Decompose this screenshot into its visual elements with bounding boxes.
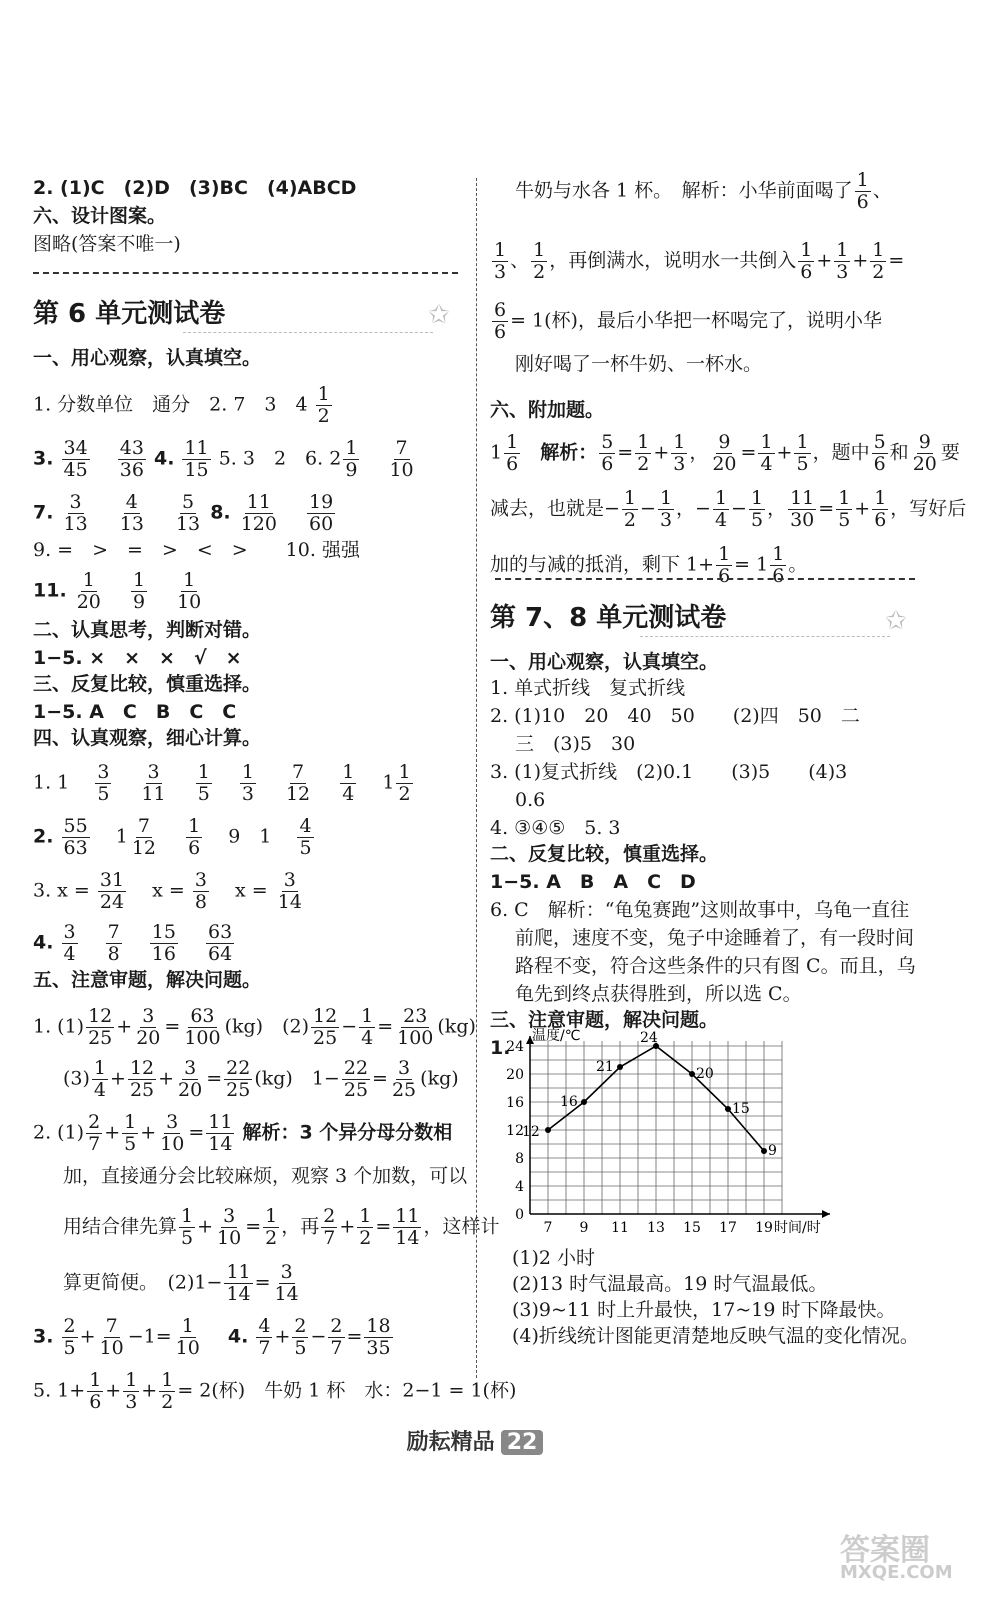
fraction: $\frac{1}{6}$ — [89, 1369, 102, 1413]
data-point — [617, 1064, 623, 1070]
answer-text: = 1(杯)，最后小华把一杯喝完了，说明小华 — [510, 309, 882, 332]
fraction: $\frac{1}{6}$ — [800, 239, 813, 283]
answer-line — [490, 300, 882, 343]
fraction: $\frac{1}{2}$ — [359, 1205, 372, 1249]
answer-text: (kg) — [420, 1067, 459, 1090]
fraction: $\frac{4}{13}$ — [119, 491, 144, 535]
data-label: 20 — [696, 1066, 714, 1082]
fraction: $\frac{1}{6}$ — [188, 815, 201, 859]
fraction: $\frac{1}{5}$ — [838, 487, 851, 531]
y-axis-label: 温度/℃ — [532, 1028, 581, 1044]
fraction: $\frac{12}{25}$ — [129, 1057, 155, 1101]
answer-line: 5. 1+ $\frac{1}{6}$ + $\frac{1}{3}$ + $\frac{1}{2}$ = 2(杯) 牛奶 1 杯 水：2−1 = 1(杯) — [33, 1369, 517, 1413]
fraction: $\frac{1}{2}$ — [265, 1205, 278, 1249]
fraction: $\frac{1}{5}$ — [181, 1205, 194, 1249]
fraction: $\frac{55}{63}$ — [63, 815, 88, 859]
fraction: $\frac{11}{14}$ — [226, 1261, 251, 1305]
fraction: $\frac{7}{8}$ — [107, 921, 120, 965]
fraction: $\frac{22}{25}$ — [343, 1057, 369, 1101]
answer-line — [33, 438, 418, 481]
answer-text: (3) — [63, 1067, 90, 1090]
answer-text: 6. C 解析：“龟兔赛跑”这则故事中，乌龟一直往 — [490, 899, 910, 921]
fraction: $\frac{6}{6}$ — [494, 299, 507, 343]
x-tick-label: 7 — [543, 1220, 553, 1236]
fraction: $\frac{1}{3}$ — [673, 431, 686, 475]
section-heading: 二、反复比较，慎重选择。 — [490, 843, 719, 865]
watermark: 答案圈 — [840, 1533, 930, 1568]
answer-text: 1. (1) — [33, 1015, 85, 1038]
fraction: $\frac{7}{10}$ — [389, 437, 414, 481]
answer-text: 刚好喝了一杯牛奶、一杯水。 — [515, 353, 763, 375]
answer-text: 用结合律先算 — [63, 1215, 178, 1238]
answer-line: 1. 1 $\frac{3}{5}$ $\frac{3}{11}$ $\frac{1}{5}$ $\frac{1}{3}$ $\frac{7}{12}$ $\frac{1}{4}$ 1 $\frac{1}{2}$ — [33, 761, 411, 805]
answer-text: 2. (1)10 20 40 50 (2)四 50 二 — [490, 705, 860, 727]
section-heading: 五、注意审题，解决问题。 — [33, 969, 262, 991]
fraction: $\frac{1}{4}$ — [361, 1005, 374, 1049]
answer-text: 1−5. A C B C C — [33, 701, 237, 723]
fraction: $\frac{7}{10}$ — [99, 1315, 124, 1359]
fraction: $\frac{1}{6}$ — [874, 487, 887, 531]
q-num: 7. — [33, 501, 54, 524]
answer-text: ，题中 — [812, 441, 870, 464]
fraction: $\frac{1}{2}$ — [317, 383, 330, 427]
fraction: $\frac{1}{10}$ — [175, 1315, 200, 1359]
fraction: $\frac{3}{13}$ — [63, 491, 88, 535]
fraction: $\frac{5}{6}$ — [601, 431, 614, 475]
answer-line: 用结合律先算 $\frac{1}{5}$ + $\frac{3}{10}$ = $\frac{1}{2}$ ，再 $\frac{2}{7}$ + $\frac{1}{2}$ = $\frac{11}{14}$ ，这样计 — [63, 1205, 500, 1249]
fraction: $\frac{31}{24}$ — [99, 869, 125, 913]
fraction: $\frac{15}{16}$ — [151, 921, 176, 965]
section-heading: 六、附加题。 — [490, 399, 605, 421]
answer-line: 算更简便。 (2)1− $\frac{11}{14}$ = $\frac{3}{14}$ — [63, 1261, 299, 1305]
answer-text: 9. = > = > < > 10. 强强 — [33, 539, 360, 561]
section-heading: 一、用心观察，认真填空。 — [490, 651, 719, 673]
data-label: 21 — [596, 1059, 614, 1075]
fraction: $\frac{2}{5}$ — [294, 1315, 307, 1359]
column-divider — [476, 178, 477, 1378]
fraction: $\frac{4}{7}$ — [258, 1315, 271, 1359]
q-num: 3. — [33, 1325, 54, 1348]
fraction: $\frac{1}{4}$ — [342, 761, 355, 805]
fraction: $\frac{1}{3}$ — [125, 1369, 138, 1413]
data-label: 12 — [522, 1124, 540, 1140]
fraction: $\frac{3}{4}$ — [63, 921, 76, 965]
y-tick-label: 12 — [506, 1123, 524, 1139]
data-label: 9 — [768, 1143, 777, 1159]
fraction: $\frac{12}{25}$ — [313, 1005, 338, 1049]
y-tick-label: 4 — [515, 1179, 524, 1195]
answer-line: 牛奶与水各 1 杯。 解析：小华前面喝了 $\frac{1}{6}$ 、 — [515, 169, 892, 213]
answer-text: 3. x = — [33, 879, 90, 902]
fraction: $\frac{11}{14}$ — [208, 1111, 233, 1155]
answer-text: ，再 — [281, 1215, 320, 1238]
answer-text: 1. 分数单位 通分 2. 7 3 4 — [33, 393, 308, 416]
q-num: 3. — [33, 447, 54, 470]
answer-text: = 2(杯) 牛奶 1 杯 水：2−1 = 1(杯) — [177, 1379, 517, 1402]
q-num: 2. — [33, 825, 54, 848]
fraction: $\frac{34}{45}$ — [63, 437, 88, 481]
data-point — [689, 1071, 695, 1077]
answer-text: 解析：3 个异分母分数相 — [242, 1121, 453, 1144]
answer-text: 和 — [889, 441, 909, 464]
fraction: $\frac{22}{25}$ — [226, 1057, 251, 1101]
section-heading: 六、设计图案。 — [33, 205, 167, 227]
answer-text: 龟先到终点获得胜到，所以选 C。 — [515, 983, 802, 1005]
answer-line — [33, 870, 306, 913]
answer-text: 9 1 — [228, 825, 272, 848]
fraction: $\frac{1}{6}$ — [772, 543, 785, 587]
x-tick-label: 13 — [647, 1220, 665, 1236]
answer-text: (3)9~11 时上升最快，17~19 时下降最快。 — [512, 1299, 896, 1321]
temperature-line-chart — [490, 1028, 850, 1238]
answer-text: 3. (1)复式折线 (2)0.1 (3)5 (4)3 — [490, 761, 848, 783]
answer-text: x = — [152, 879, 185, 902]
answer-text: 要 — [940, 441, 960, 464]
fraction: $\frac{2}{7}$ — [330, 1315, 343, 1359]
x-axis-arrow — [822, 1210, 830, 1218]
answer-text: 5. 1+ — [33, 1379, 86, 1402]
answer-text: ，再倒满水，说明水一共倒入 — [549, 249, 797, 272]
fraction: $\frac{1}{4}$ — [93, 1057, 107, 1101]
answer-text: (kg) 1− — [254, 1067, 340, 1090]
data-point — [545, 1127, 551, 1133]
y-tick-label: 24 — [506, 1039, 524, 1055]
fraction: $\frac{4}{5}$ — [299, 815, 312, 859]
fraction: $\frac{2}{7}$ — [88, 1111, 101, 1155]
data-point — [761, 1148, 767, 1154]
answer-text: (kg) (2) — [224, 1015, 309, 1038]
y-tick-label: 8 — [515, 1151, 524, 1167]
fraction: $\frac{3}{20}$ — [178, 1057, 203, 1101]
answer-text: 路程不变，符合这些条件的只有图 C。而且，乌 — [515, 955, 916, 977]
fraction: $\frac{1}{3}$ — [494, 239, 507, 283]
section-heading: 四、认真观察，细心计算。 — [33, 727, 262, 749]
section-heading: 三、反复比较，慎重选择。 — [33, 673, 262, 695]
data-point — [725, 1106, 731, 1112]
page-number: 22 — [501, 1430, 544, 1455]
answer-text: 2. (1)C (2)D (3)BC (4)ABCD — [33, 177, 357, 199]
answer-line — [33, 570, 205, 613]
answer-line: 加的与减的抵消，剩下 1+ $\frac{1}{6}$ = 1 $\frac{1}{6}$ 。 — [490, 543, 808, 587]
fraction: $\frac{1}{5}$ — [750, 487, 764, 531]
fraction: $\frac{9}{20}$ — [712, 431, 737, 475]
data-label: 16 — [560, 1094, 578, 1110]
fraction: $\frac{2}{5}$ — [63, 1315, 76, 1359]
answer-text: 加，直接通分会比较麻烦，观察 3 个加数，可以 — [63, 1165, 468, 1187]
fraction: $\frac{11}{30}$ — [790, 487, 815, 531]
fraction: $\frac{11}{15}$ — [184, 437, 209, 481]
brand-label: 励耘精品 — [406, 1430, 495, 1455]
data-label: 15 — [732, 1101, 750, 1117]
section-heading: 三、注意审题，解决问题。 — [490, 1009, 719, 1031]
fraction: $\frac{3}{5}$ — [97, 761, 110, 805]
fraction: $\frac{1}{4}$ — [714, 487, 728, 531]
answer-text: 1. 1 — [33, 771, 70, 794]
fraction: $\frac{7}{12}$ — [131, 815, 157, 859]
answer-line: 2. $\frac{55}{63}$ 1 $\frac{7}{12}$ $\frac{1}{6}$ 9 1 $\frac{4}{5}$ — [33, 815, 312, 859]
answer-line — [33, 922, 236, 965]
answer-line — [33, 176, 356, 200]
answer-line: 1. (1) $\frac{12}{25}$ + $\frac{3}{20}$ = $\frac{63}{100}$ (kg) (2) $\frac{12}{25}$ − $\frac{1}{4}$ = $\frac{23}{100}$ (kg) — [33, 1005, 476, 1049]
fraction: $\frac{23}{100}$ — [397, 1005, 434, 1049]
answer-text: 前爬，速度不变，兔子中途睡着了，有一段时间 — [515, 927, 915, 949]
answer-text: 解析： — [540, 441, 598, 464]
fraction: $\frac{11}{14}$ — [395, 1205, 420, 1249]
fraction: $\frac{1}{5}$ — [197, 761, 210, 805]
answer-line — [33, 384, 334, 427]
fraction: $\frac{43}{36}$ — [119, 437, 144, 481]
fraction: $\frac{12}{25}$ — [88, 1005, 113, 1049]
answer-text: (1)2 小时 — [512, 1247, 596, 1269]
fraction: $\frac{1}{10}$ — [177, 569, 202, 613]
answer-text: 5. 3 2 6. 2 — [218, 447, 342, 470]
fraction: $\frac{19}{60}$ — [309, 491, 334, 535]
answer-text: 2. (1) — [33, 1121, 85, 1144]
fraction: $\frac{3}{10}$ — [160, 1111, 185, 1155]
answer-line: 1 $\frac{1}{6}$ 解析： $\frac{5}{6}$ = $\frac{1}{2}$ + $\frac{1}{3}$ ， $\frac{9}{20}$ = $\frac{1}{4}$ + $\frac{1}{5}$ ，题中 $\frac{5}{6}$ 和 $\frac{9}{20}$ 要 — [490, 431, 960, 475]
answer-text: 4. ③④⑤ 5. 3 — [490, 817, 621, 839]
answer-line: 2. (1) $\frac{2}{7}$ + $\frac{1}{5}$ + $\frac{3}{10}$ = $\frac{11}{14}$ 解析：3 个异分母分数相 — [33, 1111, 453, 1155]
fraction: $\frac{5}{13}$ — [175, 491, 201, 535]
q-num: 11. — [33, 579, 67, 602]
fraction: $\frac{1}{9}$ — [345, 437, 358, 481]
y-tick-label: 16 — [506, 1095, 524, 1111]
divider — [495, 578, 915, 580]
answer-text: (2)13 时气温最高。19 时气温最低。 — [512, 1273, 828, 1295]
q-num: 1. — [490, 1037, 511, 1059]
data-label: 24 — [640, 1030, 658, 1046]
fraction: $\frac{2}{7}$ — [323, 1205, 336, 1249]
answer-text: 牛奶与水各 1 杯。 解析：小华前面喝了 — [515, 179, 853, 202]
fraction: $\frac{63}{100}$ — [184, 1005, 221, 1049]
fraction: $\frac{3}{14}$ — [277, 869, 302, 913]
fraction: $\frac{1}{2}$ — [637, 431, 650, 475]
answer-text: 1 — [490, 441, 503, 464]
star-icon: ✩ — [885, 606, 907, 636]
fraction: $\frac{3}{14}$ — [274, 1261, 299, 1305]
fraction: $\frac{7}{12}$ — [285, 761, 311, 805]
x-tick-label: 17 — [719, 1220, 737, 1236]
answer-text: (4)折线统计图能更清楚地反映气温的变化情况。 — [512, 1325, 919, 1347]
answer-line: 减去，也就是− $\frac{1}{2}$ − $\frac{1}{3}$ ，− $\frac{1}{4}$ − $\frac{1}{5}$ ， $\frac{11}{30}$ = $\frac{1}{5}$ + $\frac{1}{6}$ ，写好后 — [490, 487, 967, 531]
fraction: $\frac{9}{20}$ — [912, 431, 937, 475]
x-tick-label: 9 — [579, 1220, 589, 1236]
fraction: $\frac{1}{3}$ — [241, 761, 254, 805]
answer-text: x = — [235, 879, 268, 902]
q-num: 8. — [210, 501, 231, 524]
y-tick-label: 20 — [506, 1067, 524, 1083]
star-icon: ✩ — [428, 300, 450, 330]
fraction: $\frac{18}{35}$ — [366, 1315, 391, 1359]
fraction: $\frac{1}{9}$ — [132, 569, 146, 613]
x-axis-label: 时间/时 — [774, 1220, 821, 1236]
fraction: $\frac{63}{64}$ — [208, 921, 233, 965]
fraction: $\frac{1}{2}$ — [533, 239, 546, 283]
fraction: $\frac{1}{6}$ — [506, 431, 519, 475]
y-tick-label: 0 — [515, 1207, 524, 1223]
answer-text: 1−5. A B A C D — [490, 871, 696, 893]
answer-text: 图略(答案不唯一) — [33, 233, 181, 255]
fraction: $\frac{5}{6}$ — [873, 431, 886, 475]
fraction: $\frac{1}{2}$ — [872, 239, 885, 283]
answer-line — [33, 492, 337, 535]
section-heading: 一、用心观察，认真填空。 — [33, 347, 262, 369]
answer-text: 1. 单式折线 复式折线 — [490, 677, 686, 699]
answer-text: 0.6 — [515, 789, 546, 811]
x-tick-label: 11 — [611, 1220, 629, 1236]
answer-text: 减去，也就是− — [490, 497, 620, 520]
fraction: $\frac{3}{20}$ — [136, 1005, 161, 1049]
answer-text: 1−5. × × × √ × — [33, 647, 242, 669]
fraction: $\frac{1}{20}$ — [76, 569, 101, 613]
fraction: $\frac{1}{6}$ — [856, 169, 869, 213]
fraction: $\frac{3}{11}$ — [141, 761, 166, 805]
q-num: 4. — [227, 1325, 249, 1348]
fraction: $\frac{1}{5}$ — [796, 431, 809, 475]
answer-text: ，写好后 — [890, 497, 967, 520]
x-tick-label: 15 — [683, 1220, 701, 1236]
divider — [33, 272, 458, 274]
answer-line: $\frac{1}{3}$ 、 $\frac{1}{2}$ ，再倒满水，说明水一共倒入 $\frac{1}{6}$ + $\frac{1}{3}$ + $\frac{1}{2}$ = — [494, 239, 905, 283]
section-heading: 二、认真思考，判断对错。 — [33, 619, 262, 641]
fraction: $\frac{1}{5}$ — [124, 1111, 137, 1155]
answer-text: 算更简便。 (2)1− — [63, 1271, 223, 1294]
fraction: $\frac{3}{25}$ — [391, 1057, 417, 1101]
answer-text: 三 (3)5 30 — [515, 733, 636, 755]
q-num: 4. — [153, 447, 175, 470]
watermark-url: MXQE.COM — [840, 1562, 953, 1583]
answer-text: = 1 — [734, 553, 769, 576]
fraction: $\frac{1}{4}$ — [760, 431, 773, 475]
fraction: $\frac{3}{10}$ — [217, 1205, 242, 1249]
fraction: $\frac{1}{3}$ — [836, 239, 849, 283]
q-num: 4. — [33, 931, 54, 954]
answer-line: (3) $\frac{1}{4}$ + $\frac{12}{25}$ + $\frac{3}{20}$ = $\frac{22}{25}$ (kg) 1− $\frac{22}{25}$ = $\frac{3}{25}$ (kg) — [63, 1057, 459, 1101]
fraction: $\frac{1}{3}$ — [659, 487, 673, 531]
answer-text: ，这样计 — [423, 1215, 500, 1238]
fraction: $\frac{3}{8}$ — [194, 869, 207, 913]
fraction: $\frac{11}{120}$ — [240, 491, 277, 535]
x-tick-label: 19 — [755, 1220, 773, 1236]
unit-title: 第 7、8 单元测试卷 — [490, 603, 727, 633]
unit-title: 第 6 单元测试卷 — [33, 299, 226, 329]
fraction: $\frac{1}{2}$ — [623, 487, 637, 531]
fraction: $\frac{1}{6}$ — [718, 543, 731, 587]
footer-brand — [400, 1425, 550, 1456]
fraction: $\frac{1}{2}$ — [398, 761, 411, 805]
answer-line: 3. $\frac{2}{5}$ + $\frac{7}{10}$ −1= $\frac{1}{10}$ 4. $\frac{4}{7}$ + $\frac{2}{5}$ − $\frac{2}{7}$ = $\frac{18}{35}$ — [33, 1315, 391, 1359]
answer-text: 加的与减的抵消，剩下 1+ — [490, 553, 715, 576]
fraction: $\frac{1}{2}$ — [161, 1369, 174, 1413]
answer-text: (kg) — [437, 1015, 476, 1038]
data-point — [581, 1099, 587, 1105]
